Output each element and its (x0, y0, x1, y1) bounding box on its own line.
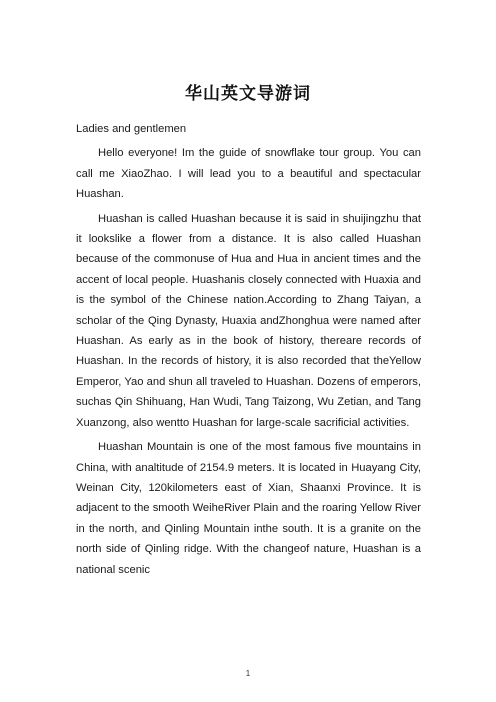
paragraph-history: Huashan is called Huashan because it is said in shuijingzhu that it lookslike a flower from a distance. It is also called Huashan because of the commonuse of Hua and Hua in ancient times and the accent of local people. Huashanis closely connected with Huaxia and is the symbol of the Chinese nation.According to Zhang Taiyan, a scholar of the Qing Dynasty, Huaxia andZhonghua were named after Huashan. As early as in the book of history, thereare records of Huashan. In the records of history, it is also recorded that theYellow Emperor, Yao and shun all traveled to Huashan. Dozens of emperors, suchas Qin Shihuang, Han Wudi, Tang Taizong, Wu Zetian, and Tang Xuanzong, also wentto Huashan for large-scale sacrificial activities. (76, 212, 421, 429)
paragraph-greeting: Hello everyone! Im the guide of snowflake tour group. You can call me XiaoZhao. I will lead you to a beautiful and spectacular Huashan. (76, 147, 421, 201)
paragraph-geography: Huashan Mountain is one of the most famous five mountains in China, with analtitude of 2154.9 meters. It is located in Huayang City, Weinan City, 120kilometers east of Xian, Shaanxi Province. It is adjacent to the smooth WeiheRiver Plain and the roaring Yellow River in the north, and Qinling Mountain inthe south. It is a granite on the north side of Qinling ridge. With the changeof nature, Huashan is a national scenic (76, 441, 421, 576)
page-number: 1 (245, 669, 251, 678)
salutation: Ladies and gentlemen (76, 123, 187, 135)
document-title: 华山英文导游词 (185, 84, 311, 104)
document-body (76, 119, 421, 584)
